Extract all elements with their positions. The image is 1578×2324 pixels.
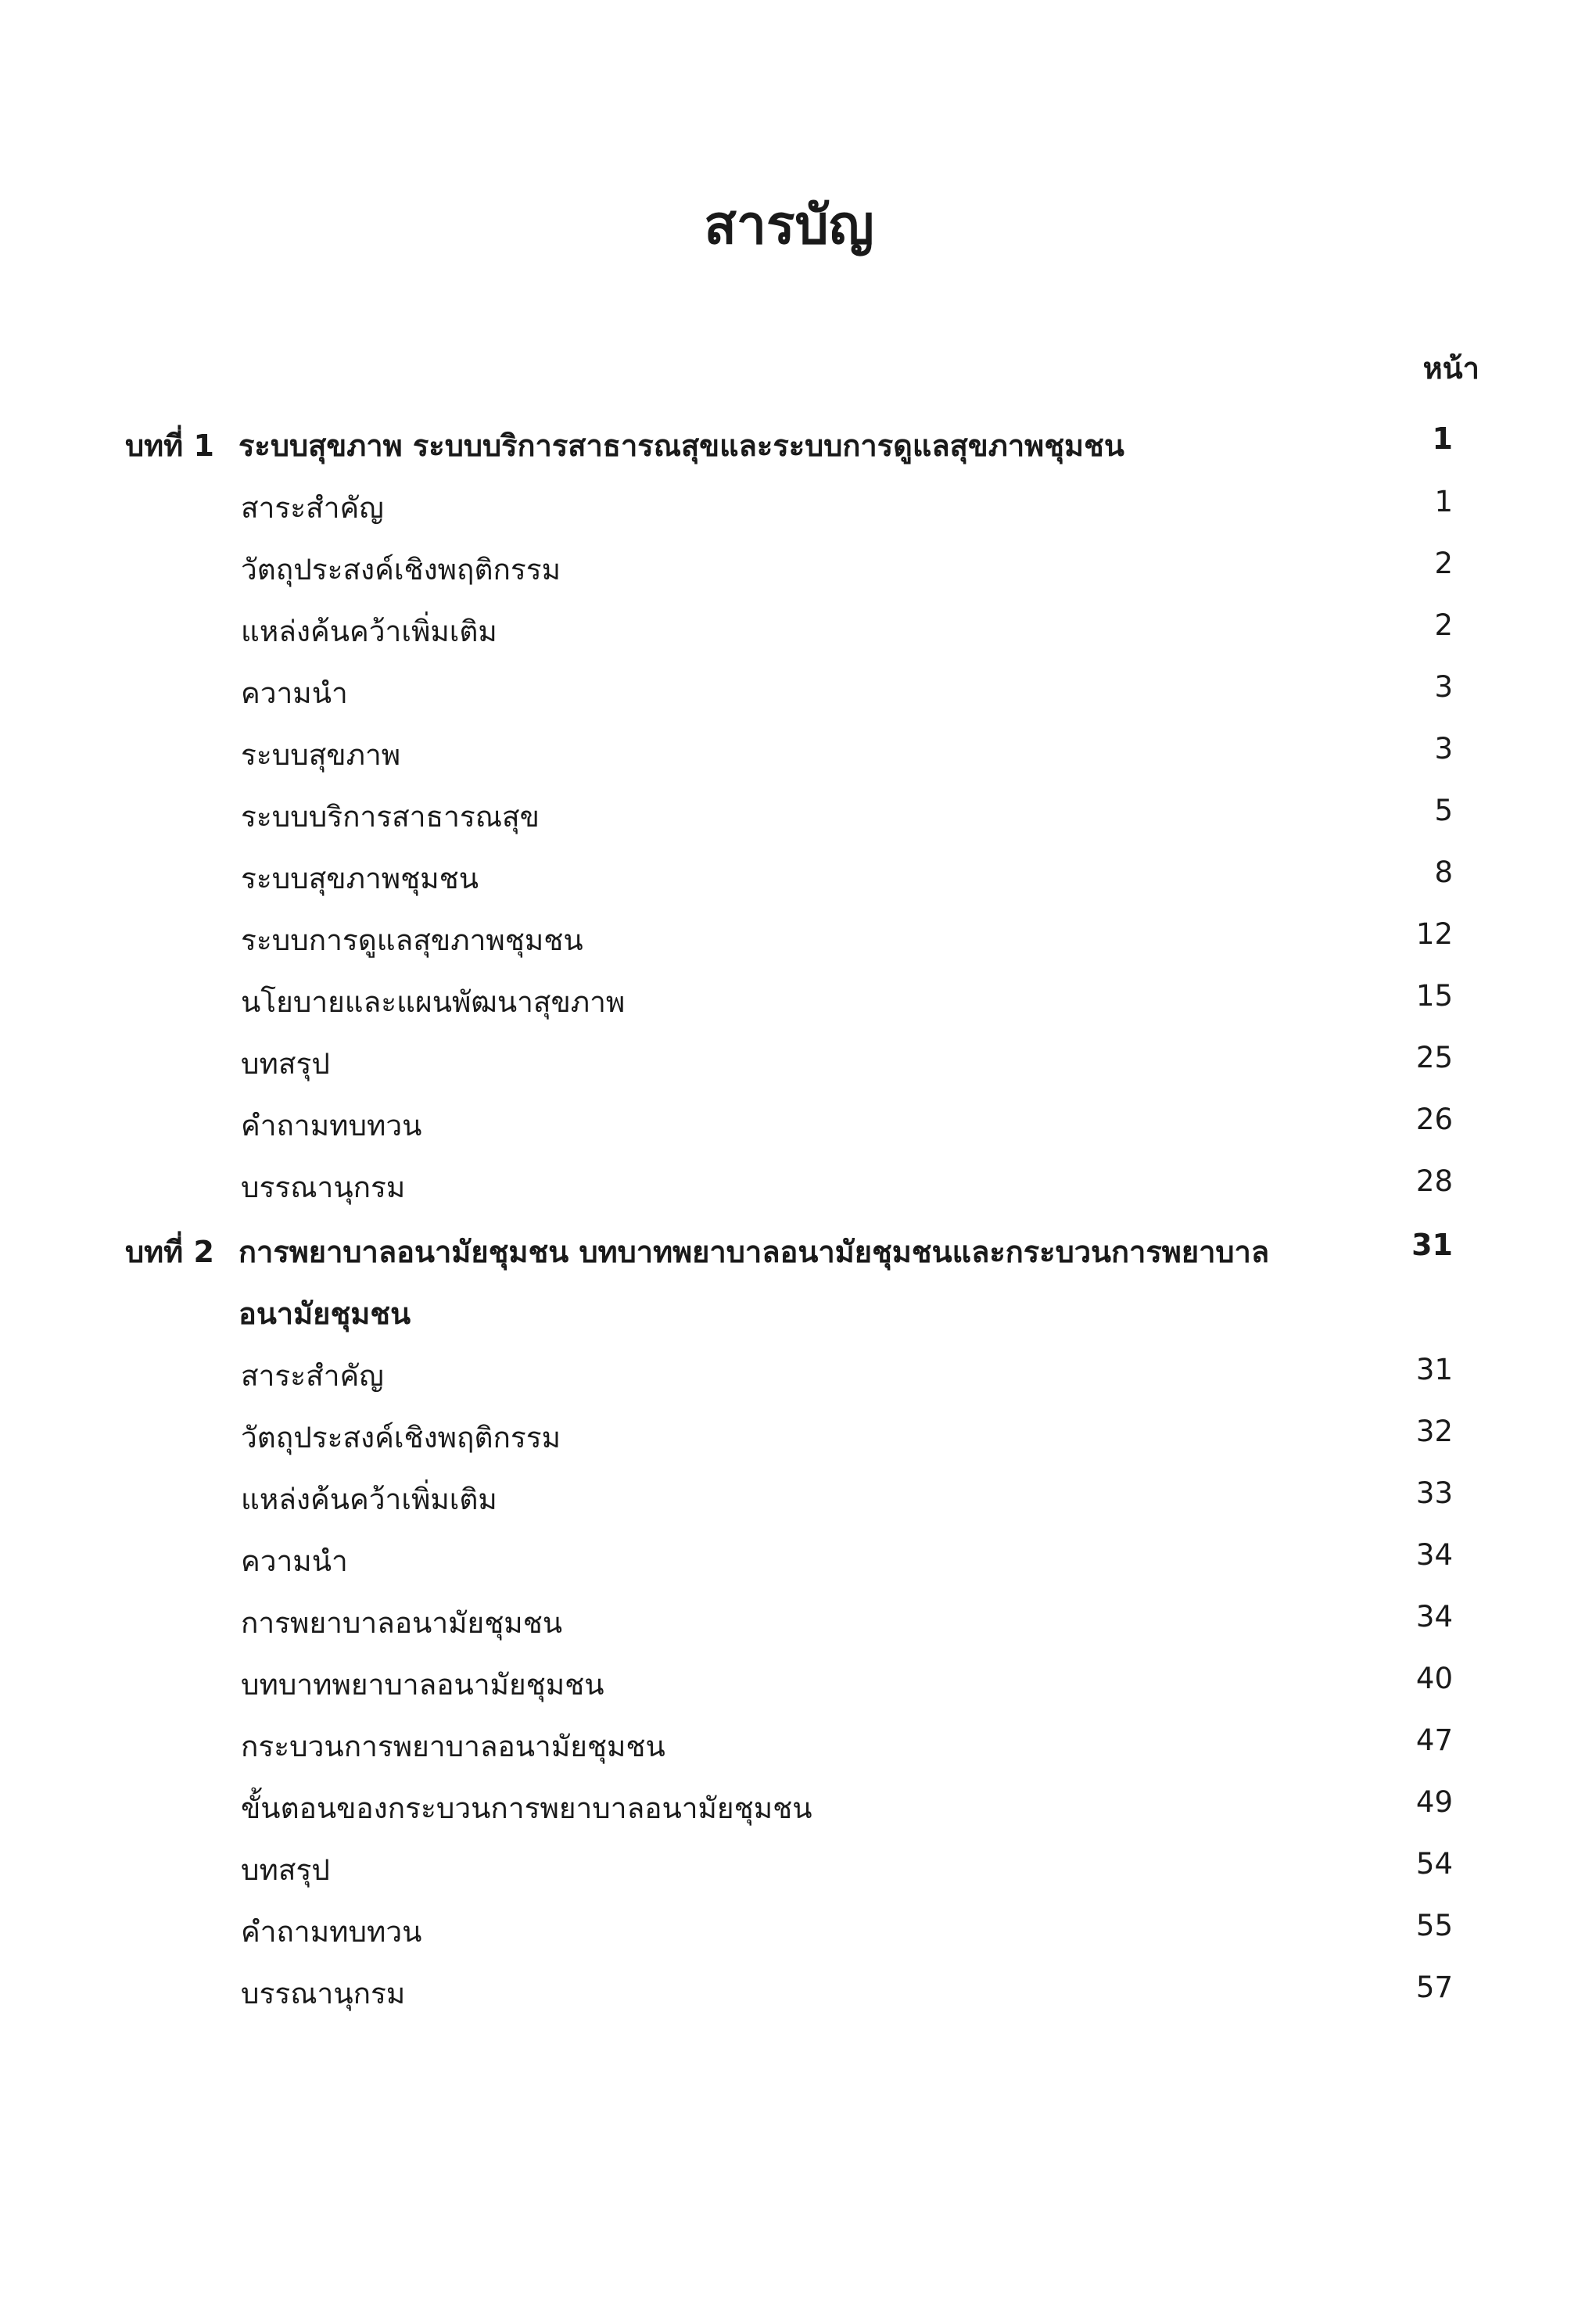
toc-entry-page: 57 (1415, 1971, 1453, 2004)
page-column-label: หน้า (1422, 351, 1479, 386)
toc-entry-page: 12 (1415, 917, 1453, 951)
toc-entry-page: 34 (1415, 1600, 1453, 1634)
toc-entry-page: 3 (1434, 732, 1453, 766)
toc-entry-label: กระบวนการพยาบาลอนามัยชุมชน (241, 1730, 665, 1763)
toc-entry (0, 967, 1578, 1028)
toc-entry-label: บทสรุป (241, 1853, 330, 1887)
toc-entry (0, 719, 1578, 780)
toc-entry-label: ระบบบริการสาธารณสุข (241, 800, 540, 834)
toc-entry-label: ความนำ (241, 676, 348, 710)
toc-entry-page: 3 (1434, 670, 1453, 704)
toc-entry-label: บรรณานุกรม (241, 1171, 406, 1204)
chapter-heading (0, 1217, 1578, 1278)
page-title: สารบัญ (704, 195, 874, 256)
toc-entry (0, 658, 1578, 719)
toc-entry-page: 15 (1415, 979, 1453, 1013)
chapter-page-number: 1 (1432, 421, 1453, 456)
toc-entry-page: 1 (1434, 485, 1453, 518)
toc-entry (0, 1340, 1578, 1401)
toc-entry (0, 1834, 1578, 1895)
toc-entry-page: 2 (1434, 608, 1453, 642)
toc-entry-label: คำถามทบทวน (241, 1109, 422, 1142)
toc-entry-label: แหล่งค้นคว้าเพิ่มเติม (241, 1483, 497, 1516)
toc-entry-label: การพยาบาลอนามัยชุมชน (241, 1606, 563, 1640)
toc-entry-page: 28 (1415, 1164, 1453, 1198)
toc-entry (0, 1958, 1578, 2019)
toc-entry-page: 31 (1415, 1353, 1453, 1386)
toc-entry (0, 905, 1578, 966)
toc-entry-label: วัตถุประสงค์เชิงพฤติกรรม (241, 1421, 561, 1454)
toc-entry-label: บรรณานุกรม (241, 1977, 406, 2010)
toc-entry-label: ระบบสุขภาพ (241, 738, 401, 772)
toc-entry (0, 1464, 1578, 1525)
chapter-heading (0, 411, 1578, 472)
toc-entry (0, 1711, 1578, 1772)
toc-entry-page: 40 (1415, 1662, 1453, 1695)
toc-entry-page: 26 (1415, 1103, 1453, 1136)
toc-entry (0, 1773, 1578, 1834)
toc-entry-label: นโยบายและแผนพัฒนาสุขภาพ (241, 985, 626, 1019)
toc-entry-label: บทบาทพยาบาลอนามัยชุมชน (241, 1668, 604, 1702)
toc-entry-page: 32 (1415, 1415, 1453, 1448)
toc-entry-page: 47 (1415, 1723, 1453, 1757)
toc-entry-page: 8 (1434, 855, 1453, 889)
toc-entry-page: 55 (1415, 1909, 1453, 1942)
toc-entry-label: สาระสำคัญ (241, 1359, 384, 1393)
toc-entry-label: แหล่งค้นคว้าเพิ่มเติม (241, 615, 497, 648)
toc-entry-label: สาระสำคัญ (241, 491, 384, 525)
toc-entry (0, 1402, 1578, 1463)
toc-entry (0, 781, 1578, 842)
toc-entry-page: 5 (1434, 794, 1453, 827)
toc-entry (0, 1152, 1578, 1213)
toc-entry-label: ระบบสุขภาพชุมชน (241, 862, 479, 895)
chapter-number: บทที่ 2 (125, 1235, 214, 1269)
toc-entry-label: ขั้นตอนของกระบวนการพยาบาลอนามัยชุมชน (241, 1791, 812, 1825)
toc-entry (0, 1587, 1578, 1648)
toc-entry (0, 534, 1578, 595)
chapter-title: การพยาบาลอนามัยชุมชน บทบาทพยาบาลอนามัยชุมชนและกระบวนการพยาบาล (238, 1235, 1270, 1269)
toc-entry-label: วัตถุประสงค์เชิงพฤติกรรม (241, 553, 561, 586)
toc-entry-page: 33 (1415, 1476, 1453, 1510)
toc-entry-page: 54 (1415, 1847, 1453, 1881)
toc-entry-page: 2 (1434, 547, 1453, 580)
toc-entry (0, 1649, 1578, 1710)
toc-entry (0, 596, 1578, 657)
toc-entry-label: บทสรุป (241, 1047, 330, 1081)
chapter-title: ระบบสุขภาพ ระบบบริการสาธารณสุขและระบบการดูแลสุขภาพชุมชน (238, 429, 1124, 463)
toc-entry (0, 1090, 1578, 1151)
chapter-number: บทที่ 1 (125, 429, 214, 463)
toc-entry-label: ระบบการดูแลสุขภาพชุมชน (241, 924, 583, 957)
toc-entry-page: 34 (1415, 1538, 1453, 1572)
toc-entry-page: 25 (1415, 1041, 1453, 1074)
toc-entry (0, 843, 1578, 904)
toc-entry (0, 1526, 1578, 1587)
chapter-heading-continued (0, 1279, 1578, 1340)
toc-entry (0, 1028, 1578, 1089)
toc-entry (0, 1896, 1578, 1957)
chapter-page-number: 31 (1411, 1228, 1453, 1262)
toc-entry (0, 472, 1578, 533)
toc-entry-label: ความนำ (241, 1544, 348, 1578)
chapter-title-line-2: อนามัยชุมชน (238, 1296, 411, 1331)
toc-entry-label: คำถามทบทวน (241, 1915, 422, 1949)
toc-entry-page: 49 (1415, 1785, 1453, 1819)
